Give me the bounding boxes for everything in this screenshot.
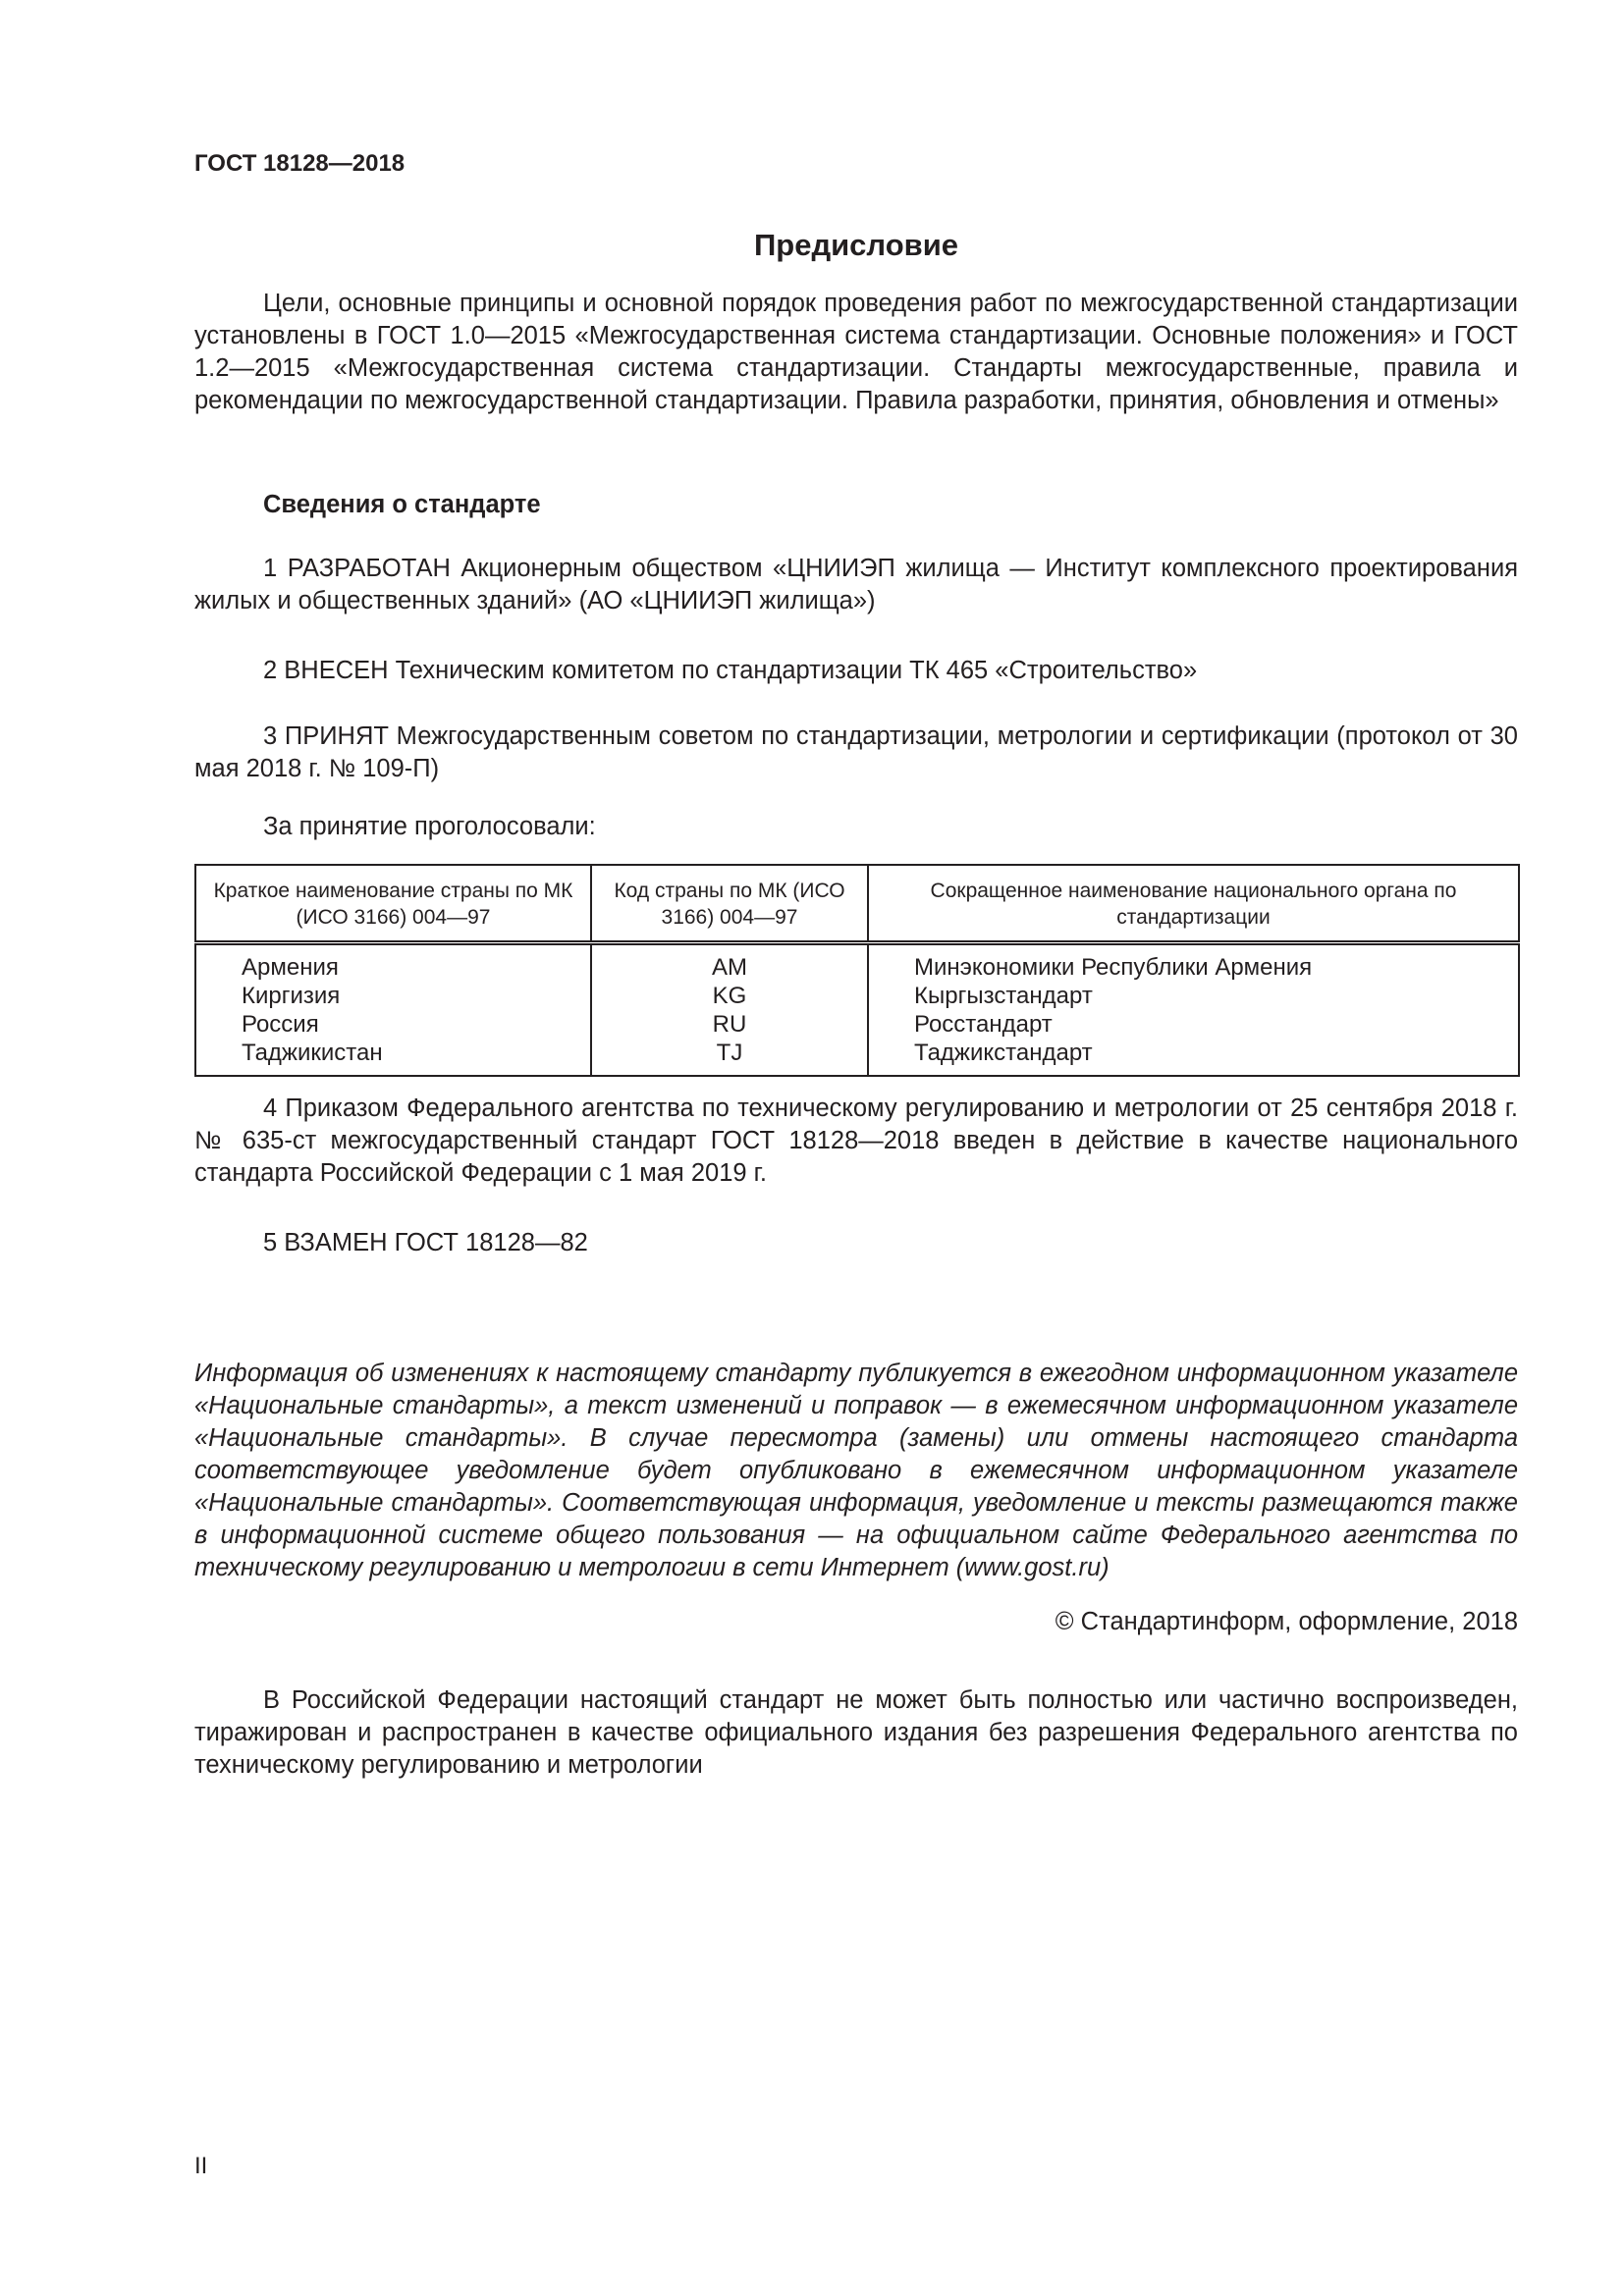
table-row bbox=[195, 943, 1519, 983]
item-submitted: 2 ВНЕСЕН Техническим комитетом по стандартизации ТК 465 «Строительство» bbox=[263, 657, 1198, 684]
code-cell: RU bbox=[591, 1010, 868, 1039]
change-info-paragraph: Информация об изменениях к настоящему стандарту публикуется в ежегодном информационном указателе «Национальные стандарты», а текст изменений и поправок — в ежемесячном информационном указателе «Национальные стандарты». В случае пересмотра (замены) или отмены настоящего стандарта соответствующее уведомление будет опубликовано в ежемесячном информационном указателе «Национальные стандарты». Соответствующая информация, уведомление и тексты размещаются также в информационной системе общего пользования — на официальном сайте Федерального агентства по техническому регулированию и метрологии в сети Интернет (www.gost.ru) bbox=[194, 1360, 1518, 1581]
body-cell: Таджикстандарт bbox=[868, 1039, 1519, 1076]
code-cell: TJ bbox=[591, 1039, 868, 1076]
table-row bbox=[195, 1039, 1519, 1076]
column-header-country: Краткое наименование страны по МК (ИСО 3166) 004—97 bbox=[195, 865, 591, 943]
copyright-notice: © Стандартинформ, оформление, 2018 bbox=[1055, 1608, 1518, 1635]
body-cell: Минэкономики Республики Армения bbox=[868, 943, 1519, 983]
column-header-body: Сокращенное наименование национального органа по стандартизации bbox=[868, 865, 1519, 943]
column-header-code: Код страны по МК (ИСО 3166) 004—97 bbox=[591, 865, 868, 943]
table-header-row bbox=[195, 865, 1519, 943]
code-cell: AM bbox=[591, 943, 868, 983]
table-row bbox=[195, 1010, 1519, 1039]
page-title: Предисловие bbox=[753, 228, 958, 262]
country-cell: Россия bbox=[195, 1010, 591, 1039]
item-enacted: 4 Приказом Федерального агентства по техническому регулированию и метрологии от 25 сентября 2018 г. № 635-ст межгосударственный стандарт ГОСТ 18128—2018 введен в действие в качестве национального стандарта Российской Федерации с 1 мая 2019 г. bbox=[194, 1095, 1518, 1187]
page-number: II bbox=[194, 2153, 208, 2179]
body-cell: Кыргызстандарт bbox=[868, 982, 1519, 1010]
table-row bbox=[195, 982, 1519, 1010]
legal-note-paragraph: В Российской Федерации настоящий стандарт не может быть полностью или частично воспроизведен, тиражирован и распространен в качестве официального издания без разрешения Федерального агентства по техническому регулированию и метрологии bbox=[194, 1686, 1518, 1779]
country-cell: Армения bbox=[195, 943, 591, 983]
document-code: ГОСТ 18128—2018 bbox=[194, 150, 406, 177]
code-cell: KG bbox=[591, 982, 868, 1010]
item-adopted: 3 ПРИНЯТ Межгосударственным советом по стандартизации, метрологии и сертификации (протокол от 30 мая 2018 г. № 109-П) bbox=[194, 722, 1518, 782]
voting-table bbox=[194, 864, 1520, 1077]
item-developed: 1 РАЗРАБОТАН Акционерным обществом «ЦНИИЭП жилища — Институт комплексного проектирования жилых и общественных зданий» (АО «ЦНИИЭП жилища») bbox=[194, 555, 1518, 614]
item-replaces: 5 ВЗАМЕН ГОСТ 18128—82 bbox=[263, 1229, 588, 1256]
body-cell: Росстандарт bbox=[868, 1010, 1519, 1039]
vote-label: За принятие проголосовали: bbox=[263, 813, 596, 840]
country-cell: Киргизия bbox=[195, 982, 591, 1010]
intro-paragraph: Цели, основные принципы и основной порядок проведения работ по межгосударственной стандартизации установлены в ГОСТ 1.0—2015 «Межгосударственная система стандартизации. Основные положения» и ГОСТ 1.2—2015 «Межгосударственная система стандартизации. Стандарты межгосударственные, правила и рекомендации по межгосударственной стандартизации. Правила разработки, принятия, обновления и отмены» bbox=[194, 290, 1518, 414]
country-cell: Таджикистан bbox=[195, 1039, 591, 1076]
info-heading: Сведения о стандарте bbox=[263, 491, 541, 518]
